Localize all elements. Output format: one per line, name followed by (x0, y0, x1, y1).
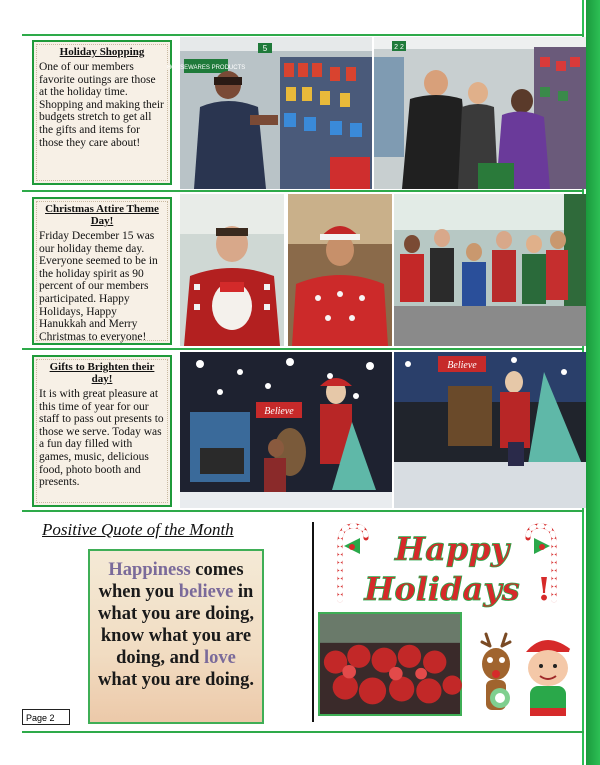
quote-text: Happiness comes when you believe in what you are doing, know what you are doing, and love what you are doing. (98, 560, 254, 690)
quote-divider (312, 522, 314, 722)
happy-word: Happy (394, 530, 510, 568)
divider-3 (22, 510, 584, 512)
holidays-exclaim: ! (536, 570, 552, 608)
shopping-photo-2 (374, 37, 586, 189)
elf-icon (526, 640, 579, 716)
holiday-shopping-box (32, 40, 172, 185)
gifts-body: It is with great pleasure at this time of year for our staff to pass out presents to those we serve. Today was a fun day filled with games, music, delicious food, photo booth and presents. (39, 388, 164, 489)
svg-text:2 2: 2 2 (394, 44, 404, 51)
attire-group-photo (394, 194, 586, 346)
quote-heading: Positive Quote of the Month (42, 520, 234, 539)
gifts-box (32, 355, 172, 507)
store-sign-text: HOUSEWARES PRODUCTS (166, 65, 246, 71)
attire-photo-2 (288, 194, 392, 346)
bottom-divider (22, 731, 584, 733)
svg-text:Believe: Believe (264, 406, 294, 417)
divider-1 (22, 190, 584, 192)
svg-text:5: 5 (262, 44, 268, 53)
lollipop-icon (490, 688, 510, 708)
top-divider (22, 34, 584, 36)
page-edge-bar (586, 0, 600, 765)
candy-cane-left-icon (340, 526, 366, 600)
shopping-photo-1 (166, 37, 372, 189)
gift-pile-photo (318, 612, 462, 716)
photo-booth-photo (180, 352, 392, 508)
christmas-attire-box (32, 197, 172, 345)
quote-card (88, 549, 264, 724)
christmas-attire-title: Christmas Attire Theme Day! (45, 203, 159, 227)
gifts-title: Gifts to Brighten their day! (49, 361, 155, 385)
attire-photo-1 (180, 194, 284, 346)
holiday-shopping-body: One of our members favorite outings are those at the holiday time. Shopping and making their budgets stretch to get all the gifts and items for those they care about! (39, 61, 164, 149)
holidays-word: Holidays (364, 570, 520, 608)
holiday-shopping-title: Holiday Shopping (59, 46, 145, 58)
svg-text:Believe: Believe (447, 360, 477, 371)
elf-reindeer-clipart (478, 632, 584, 724)
page-number: Page 2 (22, 709, 70, 725)
divider-2 (22, 348, 584, 350)
christmas-attire-body: Friday December 15 was our holiday theme day. Everyone seemed to be in the holiday spirit as 90 percent of our members participated. Happy Holidays, Happy Hanukkah and Merry Christmas to everyone! (39, 230, 158, 343)
happy-holidays-graphic (330, 520, 580, 610)
santa-chair-photo (394, 352, 586, 508)
